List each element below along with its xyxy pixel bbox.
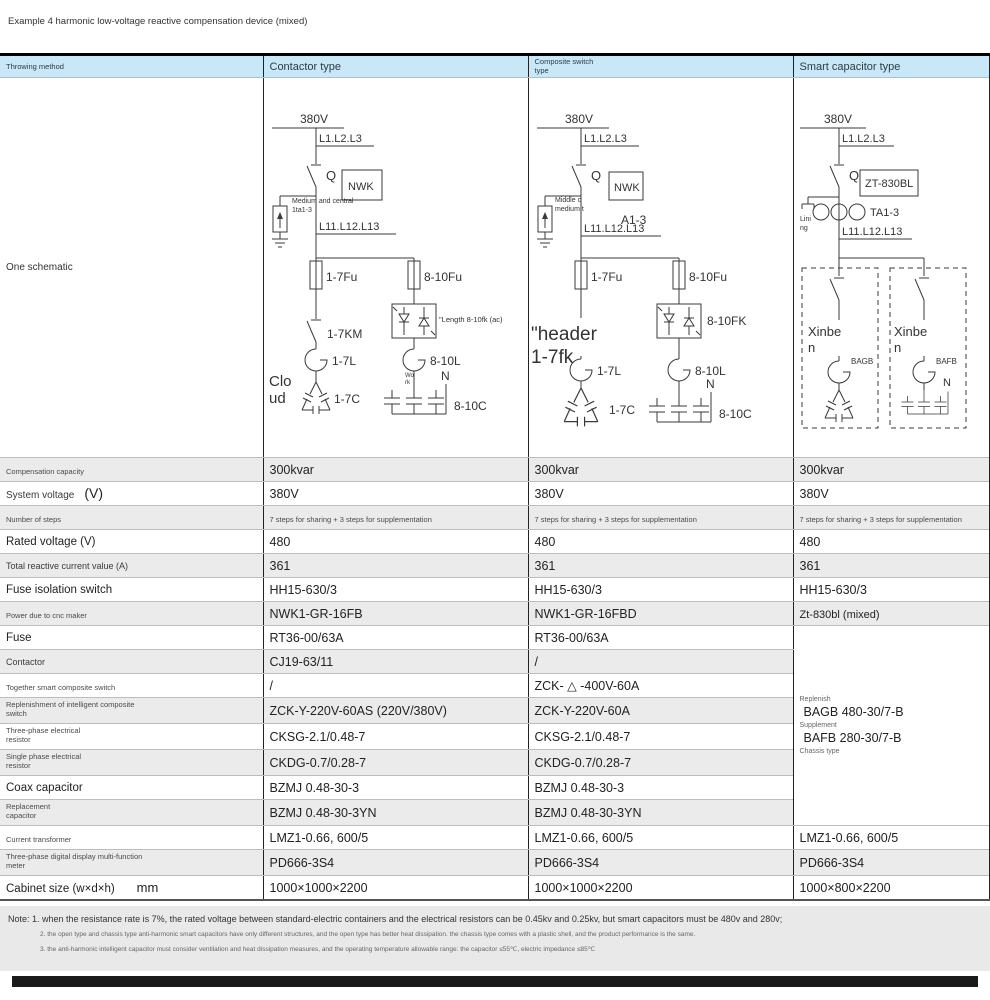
sch2-cap-b-label: 8-10C xyxy=(718,407,752,422)
cell-three-phase-resistor-c2: CKSG-2.1/0.48-7 xyxy=(528,724,793,750)
sch1-phases-top-label: L1.L2.L3 xyxy=(318,133,362,146)
table-row xyxy=(0,602,990,626)
cell-steps-c3: 7 steps for sharing + 3 steps for supplementation xyxy=(793,506,990,530)
row-label-fuse-isolation: Fuse isolation switch xyxy=(0,578,263,602)
merged-supplement-label: Supplement xyxy=(799,722,837,730)
schematic-row xyxy=(0,78,990,458)
header-contactor-type: Contactor type xyxy=(263,55,528,78)
cell-together-switch-c2: ZCK- △ -400V-60A xyxy=(528,674,793,698)
cell-rated-voltage-c1: 480 xyxy=(263,530,528,554)
sch2-tap-note2: medium t xyxy=(554,206,584,214)
sch3-ct-label: TA1-3 xyxy=(869,207,899,220)
sch2-neutral-label: N xyxy=(705,377,715,392)
cell-fuse-isolation-c2: HH15-630/3 xyxy=(528,578,793,602)
sch1-q-label: Q xyxy=(325,168,336,184)
cell-single-phase-resistor-c1: CKDG-0.7/0.28-7 xyxy=(263,750,528,776)
sch3-unit1-line2: n xyxy=(807,340,815,356)
cell-fuse-c1: RT36-00/63A xyxy=(263,626,528,650)
row-label-compensation: Compensation capacity xyxy=(0,458,263,482)
row-label-steps: Number of steps xyxy=(0,506,263,530)
cell-power-module-c2: NWK1-GR-16FBD xyxy=(528,602,793,626)
cell-cabinet-c3: 1000×800×2200 xyxy=(793,876,990,900)
sch1-cap-b-label: 8-10C xyxy=(453,399,487,414)
cell-compensation-c2: 300kvar xyxy=(528,458,793,482)
table-row xyxy=(0,482,990,506)
schematic-smart-cell xyxy=(793,78,990,458)
sch2-fuse-b-label: 8-10Fu xyxy=(688,270,727,285)
schematic-composite-cell xyxy=(528,78,793,458)
cell-compensation-c3: 300kvar xyxy=(793,458,990,482)
cell-replenishment-switch-c2: ZCK-Y-220V-60A xyxy=(528,698,793,724)
sch1-tap-note2: 1ta1-3 xyxy=(291,207,312,215)
sch1-cloud-line1: Clo xyxy=(268,373,292,391)
sch2-q-label: Q xyxy=(590,168,601,184)
table-row xyxy=(0,530,990,554)
row-label-meter: Three-phase digital display multi-function meter xyxy=(0,850,263,876)
header-smart-type: Smart capacitor type xyxy=(793,55,990,78)
sch2-phases-mid-label: L11.L12.L13 xyxy=(583,223,644,236)
sch2-tap-note1: Middle o xyxy=(554,197,581,205)
page-title: Example 4 harmonic low-voltage reactive compensation device (mixed) xyxy=(8,16,308,27)
cell-system-voltage-c1: 380V xyxy=(263,482,528,506)
sch3-voltage-label: 380V xyxy=(823,112,852,127)
sch1-relay-box-label: NWK xyxy=(347,181,374,194)
sch2-reactor-a-label: 1-7L xyxy=(596,364,621,379)
table-row xyxy=(0,506,990,530)
cell-system-voltage-c3: 380V xyxy=(793,482,990,506)
sch1-fuse-b-label: 8-10Fu xyxy=(423,270,462,285)
schematic-contactor-cell xyxy=(263,78,528,458)
cell-replacement-capacitor-c1: BZMJ 0.48-30-3YN xyxy=(263,800,528,826)
cell-single-phase-resistor-c2: CKDG-0.7/0.28-7 xyxy=(528,750,793,776)
note-2: 2. the open type and chassis type anti-harmonic smart capacitors have only different structures, and the open type has better heat dissipation. the chassis type comes with a plastic shell, and the product performance is the same. xyxy=(40,930,696,938)
sch2-reactor-b-label: 8-10L xyxy=(694,364,726,379)
cell-coax-capacitor-c1: BZMJ 0.48-30-3 xyxy=(263,776,528,800)
row-label-rated-voltage: Rated voltage (V) xyxy=(0,530,263,554)
table-row xyxy=(0,578,990,602)
row-label-together-switch: Together smart composite switch xyxy=(0,674,263,698)
row-label-fuse: Fuse xyxy=(0,626,263,650)
sch1-neutral-label: N xyxy=(440,369,450,384)
row-label-single-phase-resistor: Single phase electrical resistor xyxy=(0,750,263,776)
sch1-work-line1: Wo xyxy=(404,373,414,380)
row-label-three-phase-resistor: Three-phase electrical resistor xyxy=(0,724,263,750)
smart-column-merged-cell xyxy=(793,626,990,826)
cell-steps-c1: 7 steps for sharing + 3 steps for supplementation xyxy=(263,506,528,530)
cell-steps-c2: 7 steps for sharing + 3 steps for supplementation xyxy=(528,506,793,530)
sch1-reactor-b-label: 8-10L xyxy=(429,354,461,369)
row-label-cabinet: Cabinet size (w×d×h) mm xyxy=(0,876,263,900)
row-label-current-transformer: Current transformer xyxy=(0,826,263,850)
cell-power-module-c1: NWK1-GR-16FB xyxy=(263,602,528,626)
bottom-divider-bar xyxy=(12,976,978,987)
cell-system-voltage-c2: 380V xyxy=(528,482,793,506)
sch1-work-line2: rk xyxy=(404,380,410,387)
merged-replenish-label: Replenish xyxy=(799,696,831,704)
cell-reactive-current-c2: 361 xyxy=(528,554,793,578)
sch3-neutral-label: N xyxy=(942,377,951,390)
row-label-replenishment-switch: Replenishment of intelligent composite switch xyxy=(0,698,263,724)
smart-schematic xyxy=(794,78,990,456)
cell-fuse-isolation-c3: HH15-630/3 xyxy=(793,578,990,602)
sch3-unit2-model: BAFB xyxy=(935,357,957,367)
sch2-thyristor-label: 8-10FK xyxy=(706,314,746,329)
cell-compensation-c1: 300kvar xyxy=(263,458,528,482)
cell-contactor-c2: / xyxy=(528,650,793,674)
header-composite-type-label: Composite switch type xyxy=(534,57,594,75)
cell-replacement-capacitor-c2: BZMJ 0.48-30-3YN xyxy=(528,800,793,826)
merged-bafb-model: BAFB 280-30/7-B xyxy=(803,731,902,746)
sch3-unit1-model: BAGB xyxy=(850,357,873,367)
table-row xyxy=(0,554,990,578)
sch3-tap-note1: Lini xyxy=(799,216,811,224)
sch3-phases-mid-label: L11.L12.L13 xyxy=(841,226,902,239)
sch2-cap-a-label: 1-7C xyxy=(608,403,635,418)
sch1-voltage-label: 380V xyxy=(299,112,328,127)
cell-current-transformer-c1: LMZ1-0.66, 600/5 xyxy=(263,826,528,850)
sch2-module-label: A1-3 xyxy=(620,213,646,228)
sch3-unit2-line2: n xyxy=(893,340,901,356)
cabinet-unit-label: mm xyxy=(136,879,159,895)
row-label-contactor: Contactor xyxy=(0,650,263,674)
cell-fuse-c2: RT36-00/63A xyxy=(528,626,793,650)
sch1-cloud-line2: ud xyxy=(268,390,286,408)
table-row xyxy=(0,876,990,900)
spec-table xyxy=(0,53,990,901)
sch1-phases-mid-label: L11.L12.L13 xyxy=(318,221,379,234)
cell-cabinet-c1: 1000×1000×2200 xyxy=(263,876,528,900)
cell-current-transformer-c3: LMZ1-0.66, 600/5 xyxy=(793,826,990,850)
note-1: Note: 1. when the resistance rate is 7%, the rated voltage between standard-electric containers and the electrical resistors can be 0.45kv and 0.25kv, but smart capacitors must be 480v and 280v; xyxy=(8,913,783,924)
cell-three-phase-resistor-c1: CKSG-2.1/0.48-7 xyxy=(263,724,528,750)
cell-contactor-c1: CJ19-63/11 xyxy=(263,650,528,674)
sch2-header-line2: 1-7fk xyxy=(530,347,573,369)
cell-cabinet-c2: 1000×1000×2200 xyxy=(528,876,793,900)
row-label-power-module: Power due to cnc maker xyxy=(0,602,263,626)
sch1-tap-note1: Medium and central xyxy=(291,198,353,206)
sch3-unit1-line1: Xinbe xyxy=(807,324,841,340)
header-composite-type xyxy=(528,55,793,78)
sch2-relay-box-label: NWK xyxy=(613,182,640,195)
cell-meter-c2: PD666-3S4 xyxy=(528,850,793,876)
table-row xyxy=(0,850,990,876)
table-header-row xyxy=(0,55,990,78)
sch2-header-line1: "header xyxy=(530,324,597,346)
contactor-schematic xyxy=(264,78,528,456)
row-label-system-voltage: System voltage (V) xyxy=(0,482,263,506)
cell-current-transformer-c2: LMZ1-0.66, 600/5 xyxy=(528,826,793,850)
table-row xyxy=(0,458,990,482)
sch1-contactor-label: 1-7KM xyxy=(326,327,362,342)
cell-power-module-c3: Zt-830bl (mixed) xyxy=(793,602,990,626)
sch3-tap-note2: ng xyxy=(799,225,808,233)
sch3-unit2-line1: Xinbe xyxy=(893,324,927,340)
note-3: 3. the anti-harmonic intelligent capacitor must consider ventilation and heat dissipation measures, and the operating temperature allowable range: the capacitor ≤55℃, electric impedance ≤85℃ xyxy=(40,946,596,954)
sch3-q-label: Q xyxy=(848,168,859,184)
sch1-thyristor-note: "Length 8-10fk (ac) xyxy=(438,315,503,325)
schematic-row-label: One schematic xyxy=(0,78,263,458)
sch2-phases-top-label: L1.L2.L3 xyxy=(583,133,627,146)
composite-schematic xyxy=(529,78,793,456)
sch3-controller-box-label: ZT-830BL xyxy=(864,178,913,191)
header-throwing-method: Throwing method xyxy=(0,55,263,78)
merged-chassis-label: Chassis type xyxy=(799,748,840,756)
cell-meter-c3: PD666-3S4 xyxy=(793,850,990,876)
cell-reactive-current-c3: 361 xyxy=(793,554,990,578)
cell-meter-c1: PD666-3S4 xyxy=(263,850,528,876)
table-row xyxy=(0,626,990,650)
table-row xyxy=(0,826,990,850)
row-label-reactive-current: Total reactive current value (A) xyxy=(0,554,263,578)
sch1-fuse-a-label: 1-7Fu xyxy=(325,270,357,285)
row-label-replacement-capacitor: Replacement capacitor xyxy=(0,800,263,826)
notes-section xyxy=(0,906,990,971)
row-label-coax-capacitor: Coax capacitor xyxy=(0,776,263,800)
cell-fuse-isolation-c1: HH15-630/3 xyxy=(263,578,528,602)
cell-replenishment-switch-c1: ZCK-Y-220V-60AS (220V/380V) xyxy=(263,698,528,724)
sch3-phases-top-label: L1.L2.L3 xyxy=(841,133,885,146)
cell-rated-voltage-c3: 480 xyxy=(793,530,990,554)
cell-reactive-current-c1: 361 xyxy=(263,554,528,578)
cell-together-switch-c1: / xyxy=(263,674,528,698)
sch1-reactor-a-label: 1-7L xyxy=(331,354,356,369)
cell-coax-capacitor-c2: BZMJ 0.48-30-3 xyxy=(528,776,793,800)
sch1-cap-a-label: 1-7C xyxy=(333,392,360,407)
sch2-fuse-a-label: 1-7Fu xyxy=(590,270,622,285)
sch2-voltage-label: 380V xyxy=(564,112,593,127)
merged-bagb-model: BAGB 480-30/7-B xyxy=(803,705,904,720)
cell-rated-voltage-c2: 480 xyxy=(528,530,793,554)
